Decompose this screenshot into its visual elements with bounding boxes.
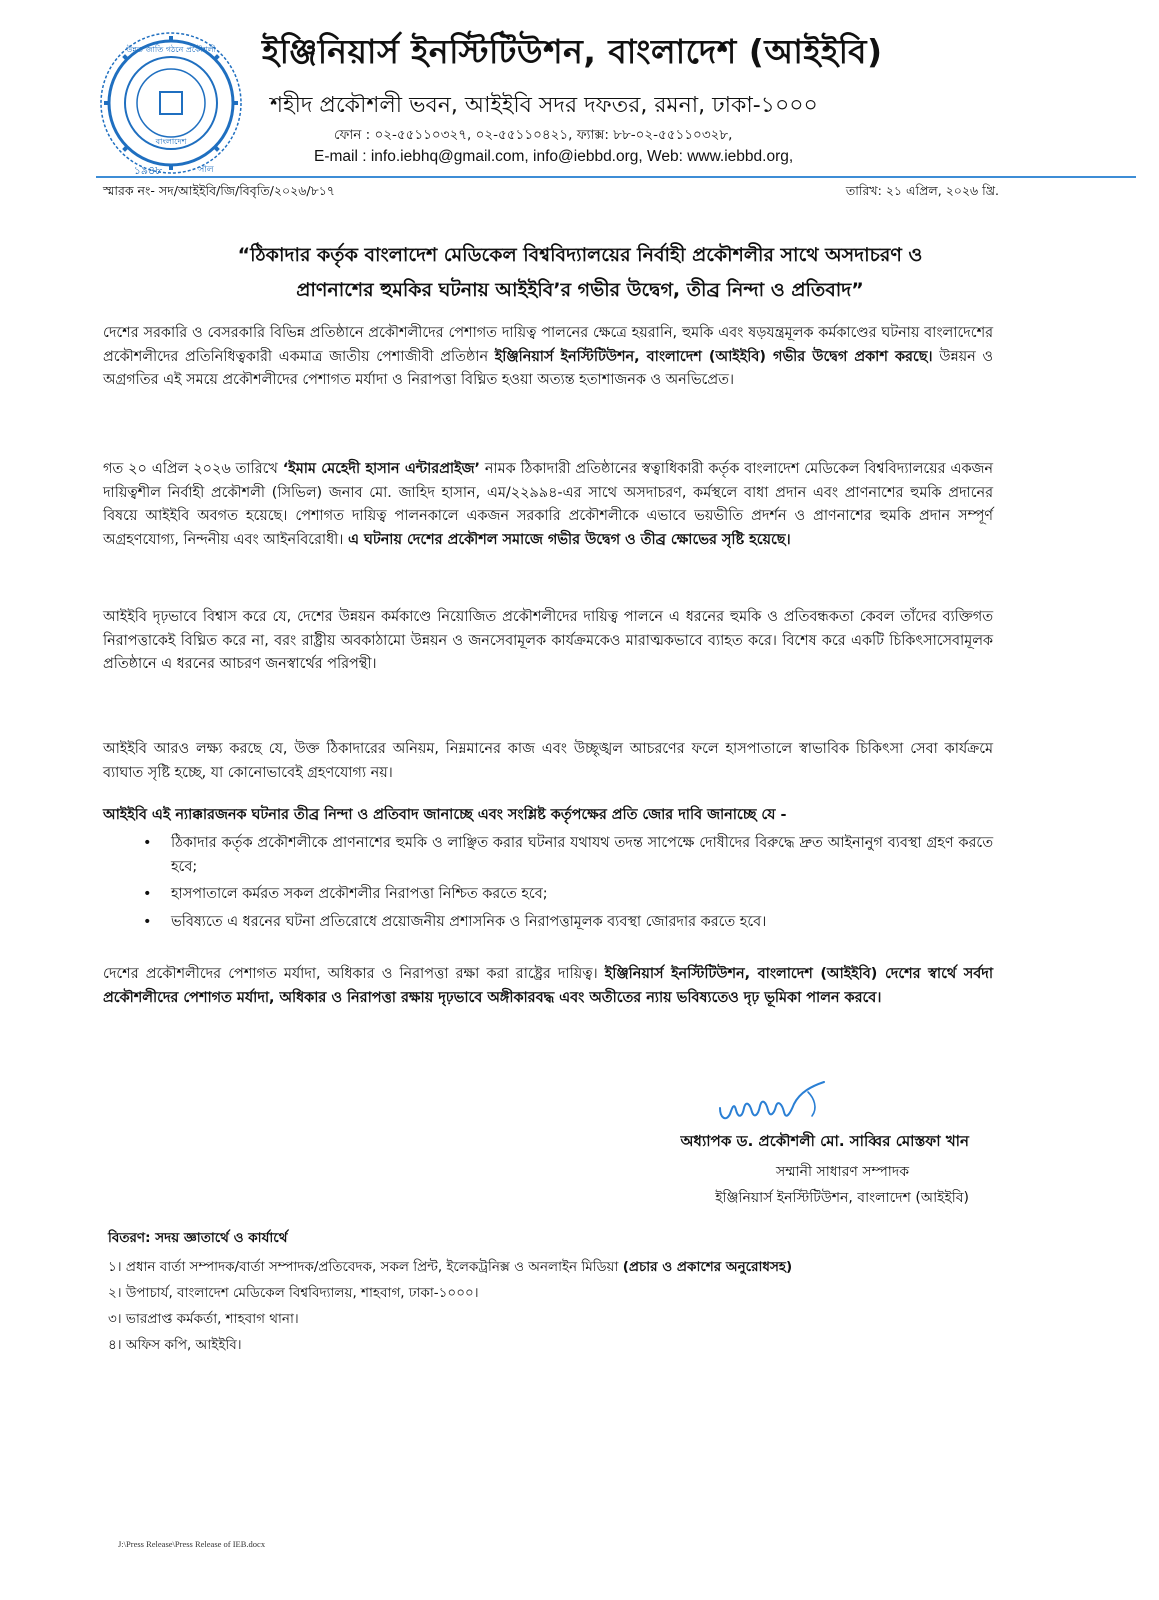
demand-text: ঠিকাদার কর্তৃক প্রকৌশলীকে প্রাণনাশের হুমকি ও লাঞ্ছিত করার ঘটনার যথাযথ তদন্ত সাপেক্ষে দোষীদের বিরুদ্ধে দ্রুত আইনানুগ ব্যবস্থা গ্রহণ করতে হবে; [171, 835, 993, 875]
distribution-item-1-bold: (প্রচার ও প্রকাশের অনুরোধসহ) [622, 1259, 793, 1275]
seal-text-bottom: বাংলাদেশ [155, 137, 187, 146]
signatory-organization: ইঞ্জিনিয়ার্স ইনস্টিটিউশন, বাংলাদেশ (আইইবি) [715, 1190, 969, 1206]
organization-phone: ফোন : ০২-৫৫১১০৩২৭, ০২-৫৫১১০৪২১, ফ্যাক্স: ৮৮-০২-৫৫১১০৩২৮, [334, 127, 733, 143]
memo-reference-number: স্মারক নং- সদ/আইইবি/জি/বিবৃতি/২০২৬/৮১৭ [103, 183, 335, 198]
seal-text-top: উন্নত জাতি গঠনে প্রকৌশলী [126, 45, 216, 54]
distribution-list [108, 1254, 1008, 1358]
letterhead-divider [96, 176, 1136, 178]
paragraph-4: আইইবি আরও লক্ষ্য করছে যে, উক্ত ঠিকাদারের অনিয়ম, নিম্নমানের কাজ এবং উচ্ছৃঙ্খল আচরণের ফলে হাসপাতালে স্বাভাবিক চিকিৎসা সেবা কার্যক্রমে ব্যাঘাত সৃষ্টি হচ্ছে, যা কোনোভাবেই গ্রহণযোগ্য নয়। [103, 741, 993, 781]
demand-item [103, 832, 993, 879]
organization-address: শহীদ প্রকৌশলী ভবন, আইইবি সদর দফতর, রমনা, ঢাকা-১০০০ [270, 93, 818, 118]
paragraph-2-bold-firm-name: ‘ইমাম মেহেদী হাসান এন্টারপ্রাইজ’ [282, 461, 480, 477]
distribution-item-1 [108, 1254, 1008, 1280]
seal-year-right: সাল [198, 165, 214, 175]
paragraph-1-bold: ইঞ্জিনিয়ার্স ইনস্টিটিউশন, বাংলাদেশ (আইইবি) গভীর উদ্বেগ প্রকাশ করছে। [494, 348, 933, 365]
distribution-item-2: ২। উপাচার্য, বাংলাদেশ মেডিকেল বিশ্ববিদ্যালয়, শাহবাগ, ঢাকা-১০০০। [108, 1285, 479, 1301]
footer-file-path: J:\Press Release\Press Release of IEB.docx [118, 1539, 266, 1549]
distribution-heading: বিতরণ: সদয় জ্ঞাতার্থে ও কার্যার্থে [108, 1230, 288, 1246]
paragraph-6-bold: ইঞ্জিনিয়ার্স ইনস্টিটিউশন, বাংলাদেশ (আইইবি) দেশের স্বার্থে সর্বদা প্রকৌশলীদের পেশাগত মর্যাদা, অধিকার ও নিরাপত্তা রক্ষায় দৃঢ়ভাবে অঙ্গীকারবদ্ধ এবং অতীতের ন্যায় ভবিষ্যতেও দৃঢ় ভূমিকা পালন করবে। [103, 966, 993, 1006]
demand-text: ভবিষ্যতে এ ধরনের ঘটনা প্রতিরোধে প্রয়োজনীয় প্রশাসনিক ও নিরাপত্তামূলক ব্যবস্থা জোরদার করতে হবে। [171, 913, 767, 930]
paragraph-6-text-a: দেশের প্রকৌশলীদের পেশাগত মর্যাদা, অধিকার ও নিরাপত্তা রক্ষা করা রাষ্ট্রের দায়িত্ব। [103, 966, 605, 982]
press-release-headline [110, 238, 1050, 308]
bullet-icon: • [143, 886, 152, 902]
headline-line-1: “ঠিকাদার কর্তৃক বাংলাদেশ মেডিকেল বিশ্ববিদ্যালয়ের নির্বাহী প্রকৌশলীর সাথে অসদাচরণ ও [237, 244, 923, 266]
demands-list [103, 832, 993, 938]
paragraph-6 [103, 963, 993, 1010]
headline-line-2: প্রাণনাশের হুমকির ঘটনায় আইইবি’র গভীর উদ্বেগ, তীব্র নিন্দা ও প্রতিবাদ” [296, 279, 864, 301]
letterhead [0, 0, 1159, 180]
signatory-name: অধ্যাপক ড. প্রকৌশলী মো. সাব্বির মোস্তফা খান [680, 1132, 969, 1150]
paragraph-2-bold-conclusion: এ ঘটনায় দেশের প্রকৌশল সমাজে গভীর উদ্বেগ ও তীব্র ক্ষোভের সৃষ্টি হয়েছে। [348, 531, 791, 548]
paragraph-2 [103, 458, 993, 552]
distribution-item-4: ৪। অফিস কপি, আইইবি। [108, 1337, 242, 1353]
bullet-icon: • [143, 913, 152, 930]
paragraph-3: আইইবি দৃঢ়ভাবে বিশ্বাস করে যে, দেশের উন্নয়ন কর্মকাণ্ডে নিয়োজিত প্রকৌশলীদের দায়িত্ব পালনে এ ধরনের হুমকি ও প্রতিবন্ধকতা কেবল তাঁদের ব্যক্তিগত নিরাপত্তাকেই বিঘ্নিত করে না, বরং রাষ্ট্রীয় অবকাঠামো উন্নয়ন ও জনসেবামূলক কার্যক্রমকেও মারাত্মকভাবে ব্যাহত করে। বিশেষ করে একটি চিকিৎসাসেবামূলক প্রতিষ্ঠানে এ ধরনের আচরণ জনস্বার্থের পরিপন্থী। [103, 609, 994, 672]
handwritten-signature [712, 1078, 842, 1130]
paragraph-2-text-a: গত ২০ এপ্রিল ২০২৬ তারিখে [103, 461, 283, 477]
distribution-item-3: ৩। ভারপ্রাপ্ত কর্মকর্তা, শাহবাগ থানা। [108, 1311, 299, 1327]
organization-title: ইঞ্জিনিয়ার্স ইনস্টিটিউশন, বাংলাদেশ (আইইবি) [262, 32, 883, 71]
signatory-title: সম্মানী সাধারণ সম্পাদক [775, 1164, 909, 1180]
paragraph-1-text-a: দেশের সরকারি ও বেসরকারি বিভিন্ন প্রতিষ্ঠানে প্রকৌশলীদের পেশাগত দায়িত্ব পালনের ক্ষেত্রে হয়রানি, হুমকি এবং ষড়যন্ত্রমূলক কর্মকাণ্ডের ঘটনায় বাংলাদেশের প্রকৌশলীদের প্রতিনিধিত্বকারী একমাত্র জাতীয় পেশাজীবী প্রতিষ্ঠান [103, 325, 993, 365]
paragraph-1-text-b: উন্নয়ন ও অগ্রগতির এই সময়ে প্রকৌশলীদের পেশাগত মর্যাদা ও নিরাপত্তা বিঘ্নিত হওয়া অত্যন্ত হতাশাজনক ও অনভিপ্রেত। [103, 348, 993, 388]
paragraph-1 [103, 322, 993, 393]
memo-date: তারিখ: ২১ এপ্রিল, ২০২৬ খ্রি. [845, 183, 999, 198]
bullet-icon: • [143, 835, 152, 851]
organization-email: E-mail : info.iebhq@gmail.com, info@iebbd.org, Web: www.iebbd.org, [314, 148, 794, 165]
paragraph-2-text-b: নামক ঠিকাদারী প্রতিষ্ঠানের স্বত্বাধিকারী কর্তৃক বাংলাদেশ মেডিকেল বিশ্ববিদ্যালয়ের একজন দায়িত্বশীল নির্বাহী প্রকৌশলী (সিভিল) জনাব মো. জাহিদ হাসান, এম/২২৯৯৪-এর সাথে অসদাচরণ, কর্মস্থলে বাধা প্রদান এবং প্রাণনাশের হুমকি প্রদানের বিষয়ে আইইবি অবগত হয়েছে। পেশাগত দায়িত্ব পালনকালে একজন সরকারি প্রকৌশলীকে এভাবে ভয়ভীতি প্রদর্শন ও প্রাণনাশের হুমকি প্রদান সম্পূর্ণ অগ্রহণযোগ্য, নিন্দনীয় এবং আইনবিরোধী। [103, 461, 993, 548]
demand-text: হাসপাতালে কর্মরত সকল প্রকৌশলীর নিরাপত্তা নিশ্চিত করতে হবে; [171, 886, 548, 902]
demand-item [103, 883, 993, 907]
distribution-item-1-text: ১। প্রধান বার্তা সম্পাদক/বার্তা সম্পাদক/প্রতিবেদক, সকল প্রিন্ট, ইলেকট্রনিক্স ও অনলাইন মিডিয়া [108, 1259, 623, 1275]
demand-item [103, 911, 993, 935]
ieb-seal-logo [96, 28, 246, 178]
demands-intro: আইইবি এই ন্যাক্কারজনক ঘটনার তীব্র নিন্দা ও প্রতিবাদ জানাচ্ছে এবং সংশ্লিষ্ট কর্তৃপক্ষের প্রতি জোর দাবি জানাচ্ছে যে - [103, 807, 787, 823]
seal-year-left: ১৯৪৮ [133, 164, 163, 177]
